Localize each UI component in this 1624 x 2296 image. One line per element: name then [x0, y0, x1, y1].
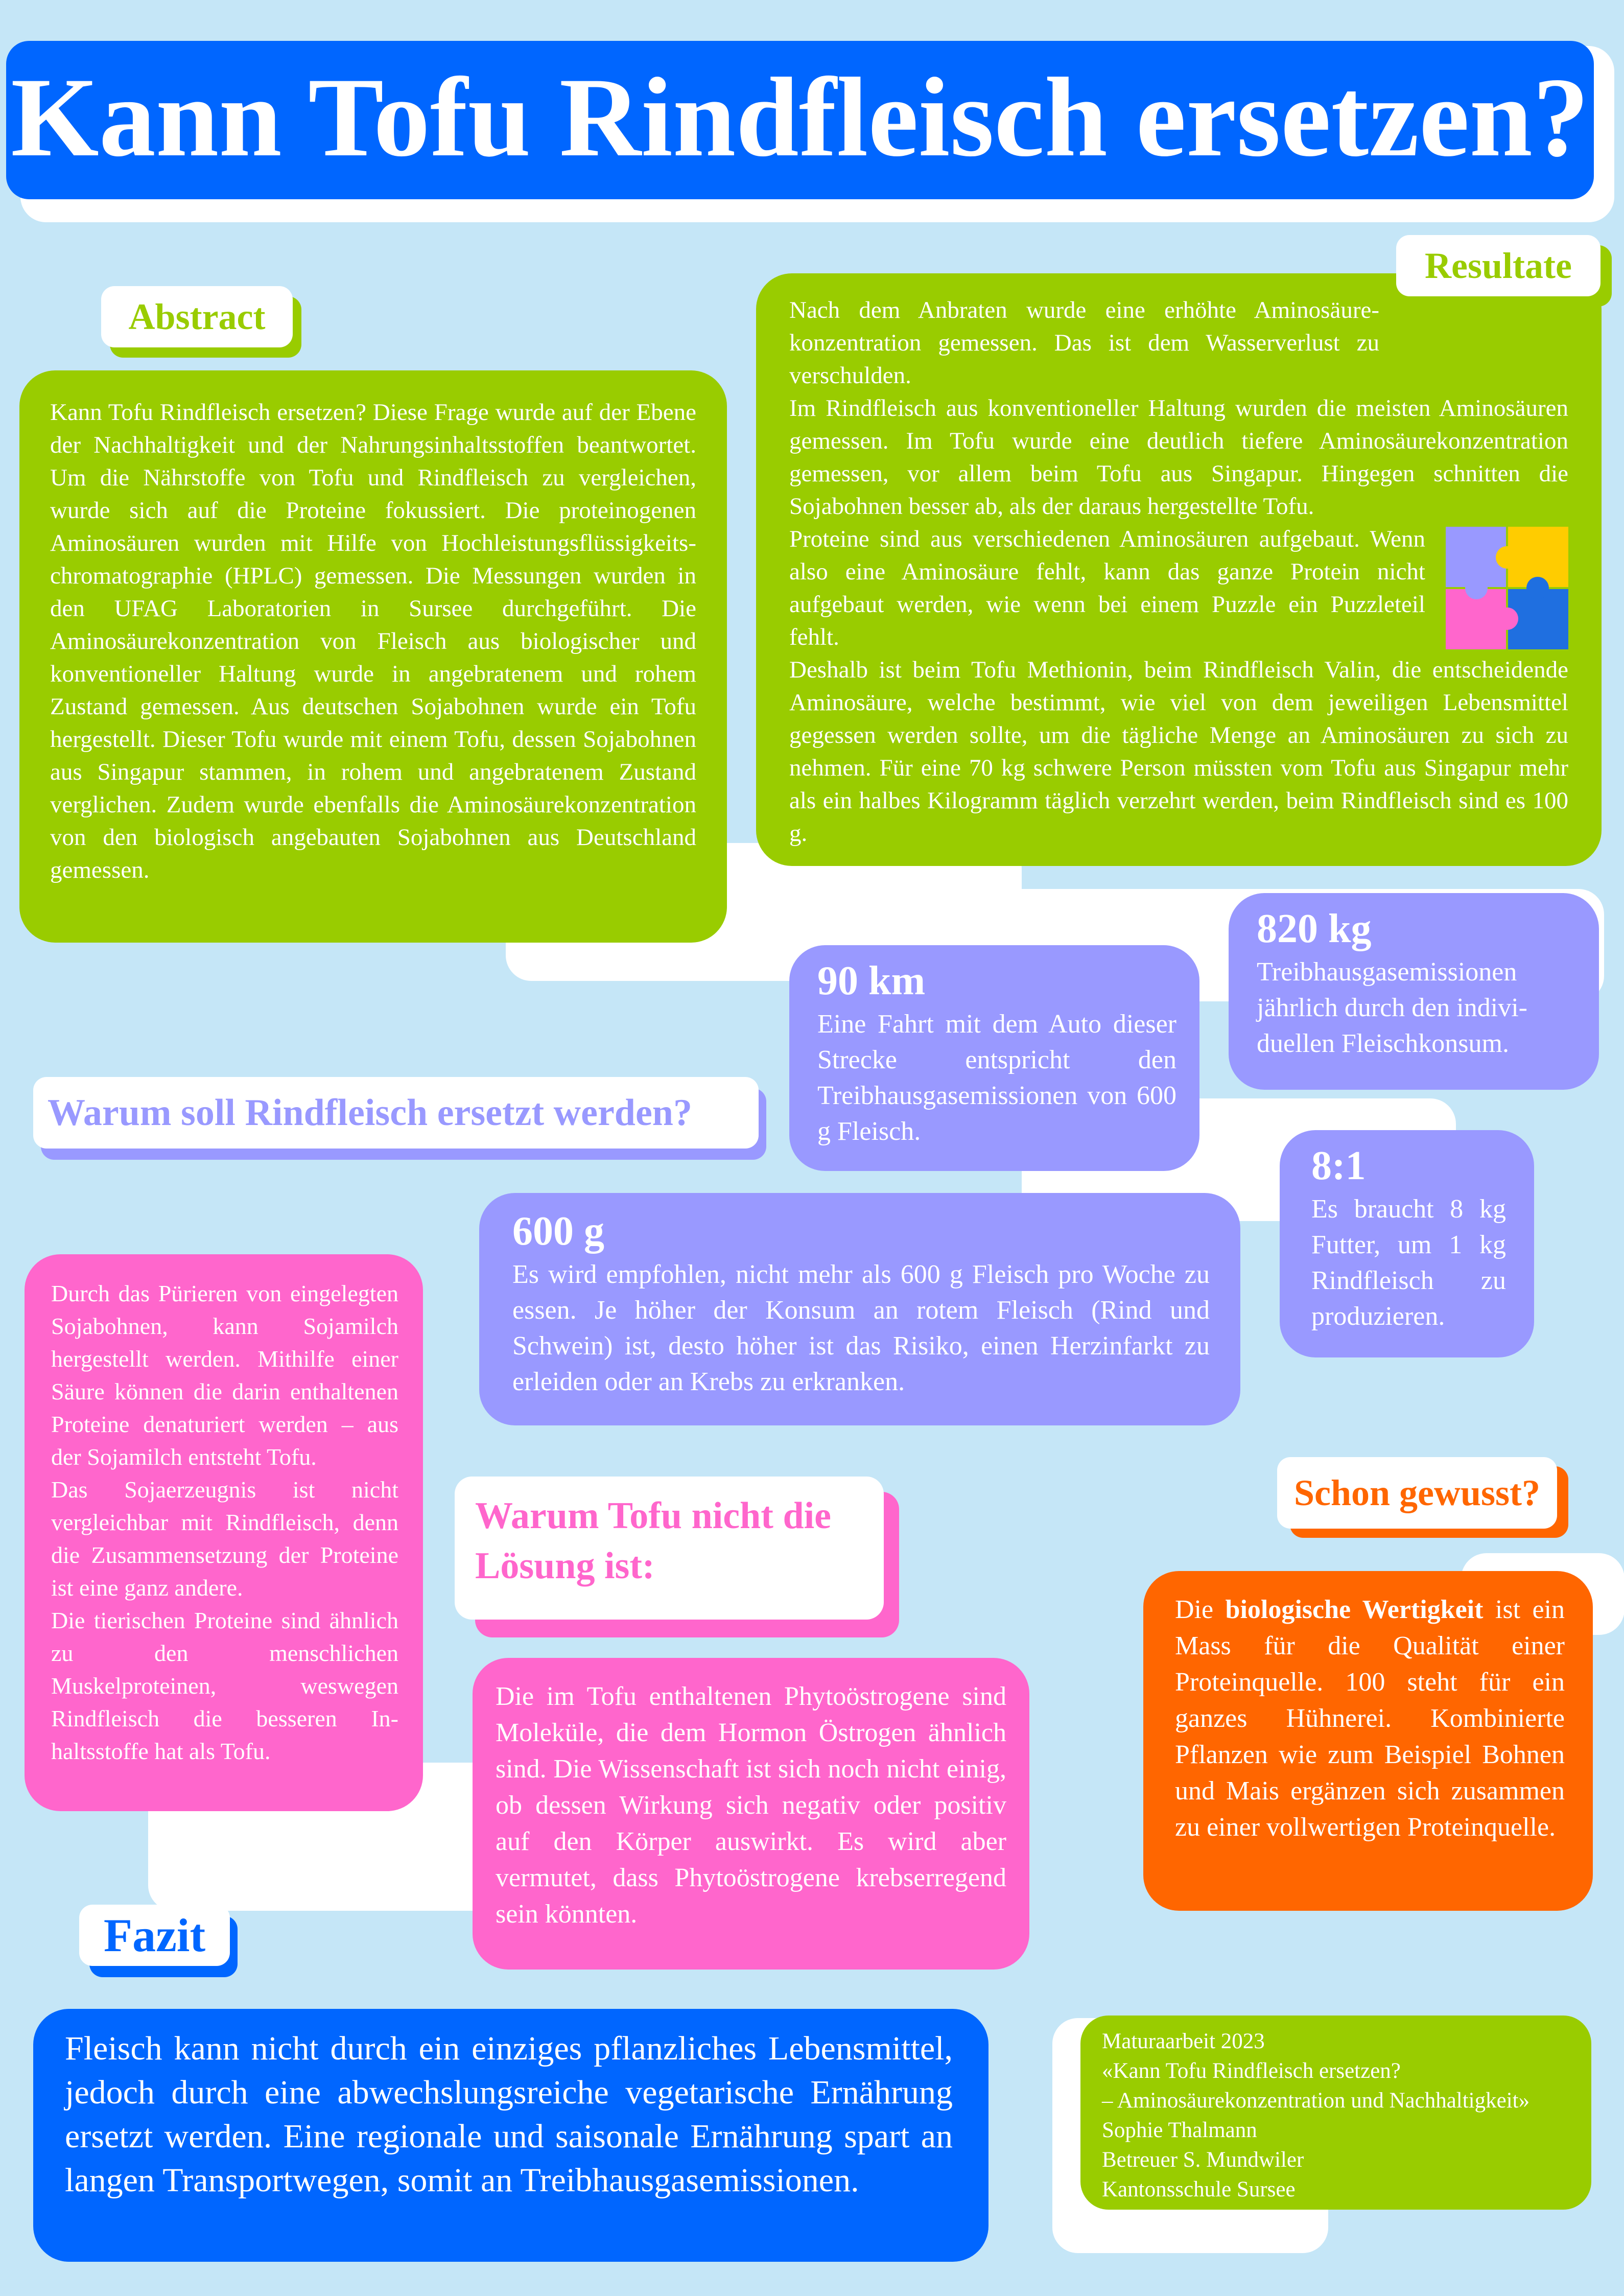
abstract-text: Kann Tofu Rindfleisch ersetzen? Diese Frage wurde auf der Ebene der Nachhaltigkeit und der Nahrungsinhaltsstoffen beantwortet. Um die Nährstoffe von Tofu und Rindfleisch zu vergleichen, wurde sich auf die Proteine fokussiert. Die proteinogenen Aminosäuren wurden mit Hilfe von Hochleistungsflüssigkeitschromatographie (HPLC) gemessen. Die Messungen wurden in den UFAG Laboratorien in Sursee durchgeführt. Die Aminosäurekonzentration von Fleisch aus biologischer und konventioneller Haltung wurde in angebratenem und rohem Zustand gemessen. Aus deutschen Sojabohnen wurde ein Tofu hergestellt. Dieser Tofu wurde mit einem Tofu, dessen Sojabohnen aus Singapur stammen, in rohem und angebratenem Zustand verglichen. Zudem wurde ebenfalls die Aminosäurekonzentration von den biologisch angebauten Sojabohnen aus Deutschland gemessen.	[50, 399, 696, 883]
results-paragraph-4: Deshalb ist beim Tofu Methionin, beim Rindfleisch Valin, die entscheidende Aminosäure, welche bestimmt, wie viel von dem jeweiligen Lebensmittel gegessen werden sollte, um die tägliche Menge an Aminosäuren zu sich zu nehmen. Für eine 70 kg schwere Person müssten vom Tofu aus Singapur mehr als ein halbes Kilogramm täglich verzehrt werden, beim Rindfleisch sind es 100 g.	[789, 657, 1568, 847]
tofu-process-paragraph-1: Durch das Pürieren von eingelegten Sojabohnen, kann Sojamilch hergestellt werden. Mithilfe einer Säure können die darin enthaltenen Proteine denaturiert werden – aus der Sojamilch entsteht Tofu.	[51, 1280, 398, 1470]
results-box	[756, 273, 1602, 866]
stat-text-820kg: Treibhausgasemissionen jährlich durch den individuellen Fleischkonsum.	[1257, 957, 1527, 1058]
credits-line-4: Sophie Thalmann	[1102, 2118, 1257, 2142]
stat-value-600g: 600 g	[512, 1209, 604, 1254]
stat-value-90km: 90 km	[817, 958, 926, 1003]
tofu-process-paragraph-2: Das Sojaerzeugnis ist nicht vergleichbar mit Rindfleisch, denn die Zusammensetzung der Proteine ist eine ganz andere.	[51, 1477, 398, 1601]
conclusion-heading-text: Fazit	[103, 1909, 206, 1961]
stat-box-600g	[479, 1193, 1240, 1425]
tofu-not-solution-heading-text: Warum Tofu nicht die Lösung ist:	[475, 1495, 832, 1587]
tofu-process-box	[25, 1254, 423, 1811]
results-paragraph-2: Im Rindfleisch aus konventioneller Haltung wurden die meisten Aminosäuren gemessen. Im Tofu wurde eine deutlich tiefere Aminosäurekonzentration gemessen, vor allem beim Tofu aus Singapur. Hingegen schnitten die Sojabohnen besser ab, als der daraus hergestellte Tofu.	[789, 395, 1568, 520]
results-paragraph-1: Nach dem Anbraten wurde eine erhöhte Aminosäurekonzentration gemessen. Das ist dem Wasserverlust zu verschulden.	[789, 297, 1379, 389]
conclusion-box	[33, 2009, 988, 2262]
did-you-know-text-post: ist ein Mass für die Qualität einer Proteinquelle. 100 steht für ein ganzes Hühnerei. Kombinierte Pflanzen wie zum Beispiel Bohnen und Mais ergänzen sich zusammen zu einer vollwertigen Proteinquelle.	[1175, 1595, 1565, 1842]
tofu-not-solution-heading	[455, 1477, 884, 1620]
stat-box-820kg	[1229, 893, 1599, 1090]
did-you-know-text-bold: biologische Wertigkeit	[1225, 1595, 1484, 1624]
results-paragraph-3: Proteine sind aus verschiedenen Aminosäuren aufgebaut. Wenn also eine Aminosäure fehlt, kann das ganze Protein nicht aufgebaut werden, wie wenn bei einem Puzzle ein Puzzleteil fehlt.	[789, 526, 1425, 650]
credits-line-5: Betreuer S. Mundwiler	[1102, 2148, 1304, 2172]
stat-value-ratio: 8:1	[1311, 1143, 1366, 1188]
did-you-know-box	[1143, 1571, 1593, 1911]
abstract-heading	[101, 286, 293, 347]
tofu-process-paragraph-3: Die tierischen Proteine sind ähnlich zu den menschlichen Muskelproteinen, weswegen Rindfleisch die besseren Inhaltsstoffe hat als Tofu.	[51, 1607, 398, 1764]
results-heading	[1396, 235, 1601, 296]
tofu-not-solution-text: Die im Tofu enthaltenen Phytoöstrogene sind Moleküle, die dem Hormon Östrogen ähnlich sind. Die Wissenschaft ist sich noch nicht einig, ob dessen Wirkung sich negativ oder positiv auf den Körper auswirkt. Es wird aber vermutet, dass Phytoöstrogene krebserregend sein könnten.	[496, 1682, 1006, 1929]
title-banner	[6, 41, 1594, 199]
results-heading-text: Resultate	[1425, 245, 1572, 286]
credits-line-2: «Kann Tofu Rindfleisch ersetzen?	[1102, 2059, 1401, 2083]
why-replace-heading-text: Warum soll Rindfleisch ersetzt werden?	[48, 1092, 692, 1134]
credits-line-1: Maturaarbeit 2023	[1102, 2029, 1265, 2053]
abstract-heading-text: Abstract	[128, 296, 266, 337]
tofu-not-solution-box	[473, 1658, 1029, 1970]
credits-box	[1080, 2016, 1591, 2210]
page-title: Kann Tofu Rindfleisch ersetzen?	[11, 55, 1589, 180]
did-you-know-heading-text: Schon gewusst?	[1293, 1472, 1541, 1513]
stat-value-820kg: 820 kg	[1257, 906, 1372, 951]
stat-box-90km	[789, 945, 1199, 1171]
did-you-know-text-pre: Die	[1175, 1595, 1214, 1624]
puzzle-icon	[1446, 527, 1568, 649]
credits-line-6: Kantonsschule Sursee	[1102, 2177, 1296, 2201]
stat-text-90km: Eine Fahrt mit dem Auto dieser Strecke entspricht den Treibhausgasemissionen von 600 g Fleisch.	[817, 1010, 1176, 1146]
stat-text-600g: Es wird empfohlen, nicht mehr als 600 g Fleisch pro Woche zu essen. Je höher der Konsum an rotem Fleisch (Rind und Schwein) ist, desto höher ist das Risiko, einen Herzinfarkt zu erleiden oder an Krebs zu erkranken.	[512, 1260, 1210, 1396]
conclusion-heading	[79, 1905, 230, 1966]
credits-line-3: – Aminosäurekonzentration und Nachhaltigkeit»	[1102, 2089, 1530, 2113]
abstract-box	[19, 370, 727, 943]
conclusion-text: Fleisch kann nicht durch ein einziges pflanzliches Lebensmittel, jedoch durch eine abwechslungsreiche vegetarische Ernährung ersetzt werden. Eine regionale und saisonale Ernährung spart an langen Transportwegen, somit an Treibhausgasemissionen.	[65, 2030, 953, 2199]
stat-box-ratio	[1280, 1130, 1534, 1357]
did-you-know-heading	[1277, 1457, 1557, 1529]
why-replace-heading	[33, 1077, 759, 1149]
stat-text-ratio: Es braucht 8 kg Futter, um 1 kg Rindfleisch zu produzieren.	[1311, 1194, 1506, 1331]
